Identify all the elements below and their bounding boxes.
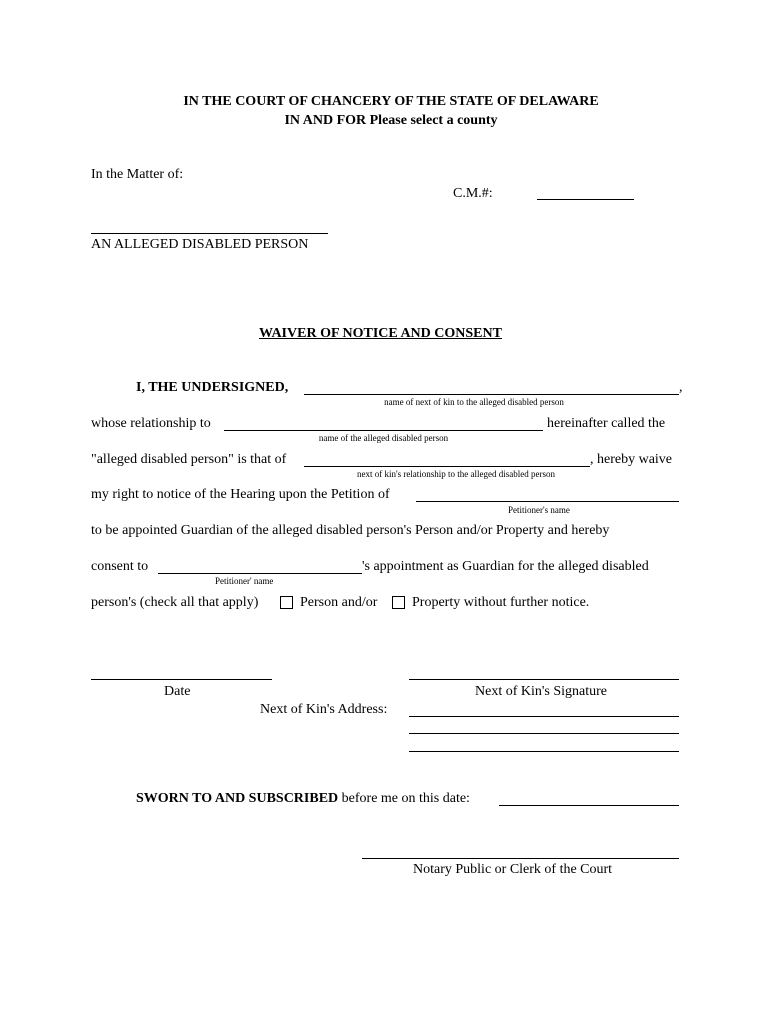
appointed-text: to be appointed Guardian of the alleged disabled person's Person and/or Property and hereby xyxy=(91,523,610,538)
my-right-text: my right to notice of the Hearing upon the Petition of xyxy=(91,487,390,502)
disabled-person-name-field[interactable] xyxy=(91,218,328,234)
hereby-waive-text: , hereby waive xyxy=(590,452,673,467)
alleged-disabled-label: AN ALLEGED DISABLED PERSON xyxy=(91,237,309,252)
petitioner-name-hint: Petitioner's name xyxy=(508,505,570,515)
petitioner-consent-hint: Petitioner' name xyxy=(215,576,274,586)
consent-to-text: consent to xyxy=(91,559,149,574)
appointment-text: 's appointment as Guardian for the alleged disabled xyxy=(362,559,649,574)
comma: , xyxy=(679,380,683,395)
sworn-bold-text: SWORN TO AND SUBSCRIBED xyxy=(136,791,339,806)
whose-relationship-text: whose relationship to xyxy=(91,416,211,431)
kin-name-field[interactable] xyxy=(304,379,679,395)
sworn-date-field[interactable] xyxy=(499,790,679,806)
petitioner-name-field[interactable] xyxy=(416,486,679,502)
date-label: Date xyxy=(164,684,191,699)
hereinafter-text: hereinafter called the xyxy=(547,416,666,431)
kin-address-field-2[interactable] xyxy=(409,719,679,735)
document-title: WAIVER OF NOTICE AND CONSENT xyxy=(259,326,502,341)
undersigned-label: I, THE UNDERSIGNED, xyxy=(136,380,289,395)
notary-label: Notary Public or Clerk of the Court xyxy=(413,862,613,877)
sworn-rest-text: before me on this date: xyxy=(338,791,470,806)
relationship-field[interactable] xyxy=(304,451,590,467)
sworn-statement xyxy=(136,791,470,807)
notary-signature-field[interactable] xyxy=(362,843,679,859)
court-heading: IN THE COURT OF CHANCERY OF THE STATE OF DELAWARE xyxy=(183,94,599,109)
date-field[interactable] xyxy=(91,664,272,680)
relationship-hint: next of kin's relationship to the alleged disabled person xyxy=(356,469,556,479)
disabled-name-field[interactable] xyxy=(224,415,543,431)
petitioner-consent-field[interactable] xyxy=(158,558,362,574)
disabled-name-hint: name of the alleged disabled person xyxy=(318,433,449,443)
kin-address-field-1[interactable] xyxy=(409,701,679,717)
kin-address-label: Next of Kin's Address: xyxy=(260,702,388,717)
kin-address-field-3[interactable] xyxy=(409,736,679,752)
cm-number-field[interactable] xyxy=(537,184,634,200)
cm-label: C.M.#: xyxy=(453,186,493,201)
person-checkbox[interactable] xyxy=(280,596,293,609)
property-checkbox[interactable] xyxy=(392,596,405,609)
in-matter-label: In the Matter of: xyxy=(91,167,184,182)
kin-signature-field[interactable] xyxy=(409,664,679,680)
property-option-label: Property without further notice. xyxy=(412,595,590,610)
person-option-label: Person and/or xyxy=(300,595,378,610)
alleged-is-that-of-text: "alleged disabled person" is that of xyxy=(91,452,287,467)
kin-name-hint: name of next of kin to the alleged disabled person xyxy=(384,397,564,407)
county-heading[interactable]: IN AND FOR Please select a county xyxy=(284,113,498,128)
kin-signature-label: Next of Kin's Signature xyxy=(475,684,608,699)
check-all-text: person's (check all that apply) xyxy=(91,595,259,610)
